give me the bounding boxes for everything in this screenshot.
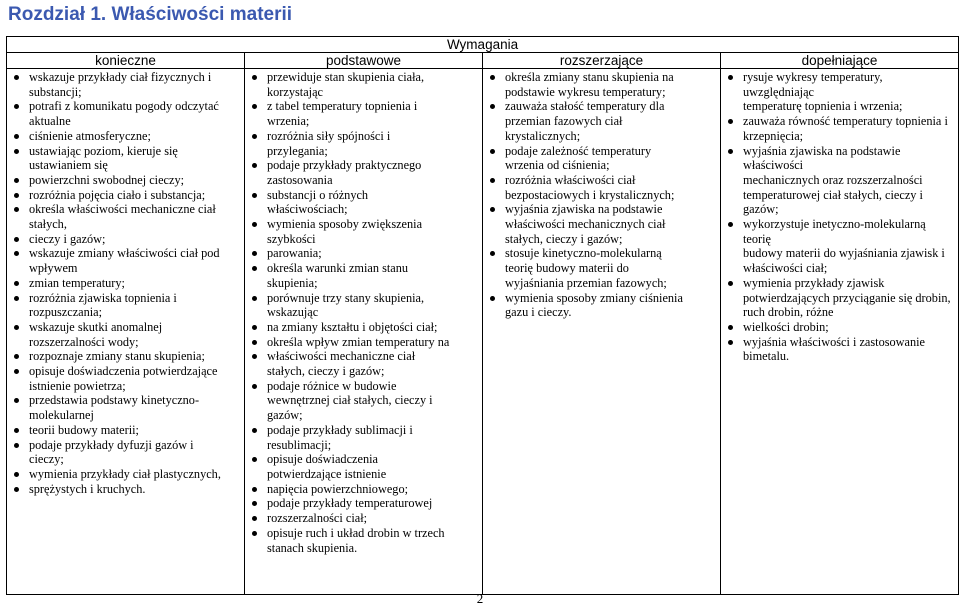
list-item-text: określa wpływ zmian temperatury na	[267, 334, 450, 349]
list-item-text: wewnętrznej ciał stałych, cieczy i	[267, 393, 433, 408]
list-item-text: określa właściwości mechaniczne ciał	[29, 202, 216, 217]
list-item	[248, 467, 479, 482]
bullet-icon	[252, 354, 257, 359]
list-item	[724, 276, 955, 291]
bullet-icon	[14, 369, 19, 374]
list-item-text: stosuje kinetyczno-molekularną	[505, 246, 662, 261]
list-item-text: cieczy i gazów;	[29, 231, 106, 246]
bullet-icon	[252, 501, 257, 506]
bullet-icon	[252, 222, 257, 227]
bullet-icon	[252, 428, 257, 433]
list-item-text: podstawie wykresu temperatury;	[505, 84, 666, 99]
requirements-list	[248, 70, 479, 555]
bullet-icon	[14, 104, 19, 109]
list-item-text: wrzenia;	[267, 114, 310, 129]
list-item-text: sprężystych i kruchych.	[29, 481, 146, 496]
list-item	[724, 320, 955, 335]
list-item	[10, 85, 241, 100]
bullet-icon	[14, 134, 19, 139]
list-item-text: wymienia przykłady zjawisk	[743, 275, 885, 290]
list-item-text: ciśnienie atmosferyczne;	[29, 128, 151, 143]
requirements-header: Wymagania	[7, 37, 959, 53]
bullet-icon	[14, 207, 19, 212]
list-item-text: istnienie powietrza;	[29, 378, 126, 393]
list-item	[10, 99, 241, 114]
bullet-icon	[728, 281, 733, 286]
list-item	[248, 276, 479, 291]
list-item	[10, 261, 241, 276]
list-item	[724, 188, 955, 217]
column-header-podstawowe: podstawowe	[245, 53, 483, 69]
bullet-icon	[252, 516, 257, 521]
list-item	[248, 335, 479, 350]
list-item-text: rozszerzalności wody;	[29, 334, 139, 349]
requirements-list	[10, 70, 241, 496]
list-item	[248, 305, 479, 320]
bullet-icon	[252, 193, 257, 198]
list-item	[724, 217, 955, 246]
list-item	[248, 393, 479, 408]
list-item	[10, 276, 241, 291]
bullet-icon	[14, 281, 19, 286]
bullet-icon	[14, 193, 19, 198]
list-item	[486, 232, 717, 247]
list-item-text: skupienia;	[267, 275, 318, 290]
list-item-text: napięcia powierzchniowego;	[267, 481, 409, 496]
list-item	[248, 423, 479, 438]
bullet-icon	[252, 104, 257, 109]
bullet-icon	[490, 75, 495, 80]
list-item-text: określa warunki zmian stanu	[267, 261, 409, 276]
list-item	[10, 70, 241, 85]
list-item-text: stałych,	[29, 217, 67, 232]
list-item	[724, 114, 955, 129]
bullet-icon	[14, 296, 19, 301]
list-item-text: aktualne	[29, 114, 71, 129]
list-item-text: wyjaśnia zjawiska na podstawie	[505, 202, 663, 217]
list-item-text: gazu i cieczy.	[505, 305, 572, 320]
list-item	[724, 349, 955, 364]
list-item	[248, 541, 479, 556]
list-item-text: molekularnej	[29, 408, 94, 423]
list-item-text: wpływem	[29, 261, 78, 276]
list-item-text: przedstawia podstawy kinetyczno-	[29, 393, 200, 408]
page-number: 2	[476, 591, 484, 606]
list-item-text: rozpuszczania;	[29, 305, 103, 320]
list-item	[724, 99, 955, 114]
list-item-text: wymienia sposoby zmiany ciśnienia	[505, 290, 683, 305]
list-item	[10, 158, 241, 173]
list-item-text: parowania;	[267, 246, 322, 261]
list-item-text: teorii budowy materii;	[29, 422, 139, 437]
list-item-text: na zmiany kształtu i objętości ciał;	[267, 319, 438, 334]
list-item	[248, 217, 479, 232]
list-item	[724, 144, 955, 173]
bullet-icon	[728, 149, 733, 154]
list-item-text: przemian fazowych ciał	[505, 114, 623, 129]
list-item-text: podaje przykłady dyfuzji gazów i	[29, 437, 194, 452]
list-item-text: wymienia sposoby zwiększenia	[267, 217, 423, 232]
list-item	[248, 496, 479, 511]
list-item	[486, 217, 717, 232]
list-item	[486, 158, 717, 173]
bullet-icon	[252, 75, 257, 80]
column-header-rozszerzajace: rozszerzające	[483, 53, 721, 69]
list-item	[248, 364, 479, 379]
list-item-text: wskazuje skutki anomalnej	[29, 319, 163, 334]
bullet-icon	[252, 325, 257, 330]
bullet-icon	[14, 75, 19, 80]
list-item-text: właściwości mechaniczne ciał	[267, 349, 416, 364]
bullet-icon	[728, 75, 733, 80]
list-item	[10, 423, 241, 438]
list-item	[486, 276, 717, 291]
list-item	[486, 99, 717, 114]
list-item	[724, 335, 955, 350]
bullet-icon	[490, 178, 495, 183]
list-item-text: mechanicznych oraz rozszerzalności	[743, 172, 923, 187]
bullet-icon	[14, 237, 19, 242]
list-item	[10, 232, 241, 247]
list-item	[10, 188, 241, 203]
list-item-text: rozpoznaje zmiany stanu skupienia;	[29, 349, 205, 364]
list-item	[10, 246, 241, 261]
list-item	[724, 305, 955, 320]
list-item	[10, 144, 241, 159]
list-item	[248, 438, 479, 453]
bullet-icon	[728, 325, 733, 330]
bullet-icon	[14, 398, 19, 403]
list-item-text: temperaturowej ciał stałych, cieczy i gazów;	[743, 187, 923, 217]
list-item-text: substancji o różnych	[267, 187, 369, 202]
bullet-icon	[14, 251, 19, 256]
list-item-text: opisuje ruch i układ drobin w trzech	[267, 525, 445, 540]
list-item	[10, 305, 241, 320]
list-item	[10, 393, 241, 408]
list-item	[486, 305, 717, 320]
list-item	[486, 246, 717, 261]
bullet-icon	[252, 134, 257, 139]
bullet-icon	[490, 104, 495, 109]
list-item-text: substancji;	[29, 84, 82, 99]
list-item	[10, 482, 241, 497]
list-item-text: wyjaśnia właściwości i zastosowanie	[743, 334, 926, 349]
list-item	[486, 129, 717, 144]
list-item	[248, 261, 479, 276]
list-item-text: bimetalu.	[743, 349, 790, 364]
list-item	[10, 335, 241, 350]
bullet-icon	[252, 531, 257, 536]
list-item	[248, 85, 479, 100]
list-item	[248, 511, 479, 526]
list-item-text: wskazuje przykłady ciał fizycznych i	[29, 70, 212, 84]
list-item-text: ustawianiem się	[29, 158, 108, 173]
bullet-icon	[728, 340, 733, 345]
list-item	[10, 320, 241, 335]
list-item	[248, 379, 479, 394]
list-item	[486, 70, 717, 85]
bullet-icon	[14, 178, 19, 183]
list-item	[724, 261, 955, 276]
list-item-text: rozróżnia siły spójności i	[267, 128, 391, 143]
bullet-icon	[14, 487, 19, 492]
list-item-text: budowy materii do wyjaśniania zjawisk i	[743, 246, 945, 261]
bullet-icon	[490, 251, 495, 256]
list-item	[248, 173, 479, 188]
bullet-icon	[14, 472, 19, 477]
list-item	[248, 144, 479, 159]
list-item	[10, 114, 241, 129]
list-item	[486, 188, 717, 203]
list-item	[10, 129, 241, 144]
list-item	[248, 202, 479, 217]
list-item-text: rozróżnia właściwości ciał	[505, 172, 636, 187]
list-item-text: krzepnięcia;	[743, 128, 804, 143]
list-item-text: gazów;	[267, 408, 303, 423]
list-item	[248, 291, 479, 306]
list-item	[486, 114, 717, 129]
list-item	[248, 158, 479, 173]
list-item-text: wielkości drobin;	[743, 319, 829, 334]
list-item	[248, 320, 479, 335]
bullet-icon	[252, 384, 257, 389]
list-item	[248, 408, 479, 423]
list-item-text: stałych, cieczy i gazów;	[267, 364, 385, 379]
list-item-text: rozróżnia zjawiska topnienia i	[29, 290, 177, 305]
list-item-text: wykorzystuje inetyczno-molekularną teorię	[743, 217, 926, 246]
list-item-text: z tabel temperatury topnienia i	[267, 99, 418, 114]
list-item-text: temperaturę topnienia i wrzenia;	[743, 99, 903, 114]
list-item-text: podaje różnice w budowie	[267, 378, 397, 393]
column-header-konieczne: konieczne	[7, 53, 245, 69]
bullet-icon	[252, 457, 257, 462]
bullet-icon	[14, 443, 19, 448]
list-item	[724, 173, 955, 188]
list-item-text: rysuje wykresy temperatury, uwzględniając	[743, 70, 883, 99]
bullet-icon	[14, 149, 19, 154]
list-item	[10, 379, 241, 394]
bullet-icon	[252, 487, 257, 492]
list-item	[248, 349, 479, 364]
list-item-text: rozszerzalności ciał;	[267, 511, 368, 526]
list-item-text: wyjaśniania przemian fazowych;	[505, 275, 667, 290]
list-item-text: zastosowania	[267, 172, 333, 187]
bullet-icon	[14, 325, 19, 330]
bullet-icon	[728, 119, 733, 124]
list-item-text: teorię budowy materii do	[505, 261, 629, 276]
column-cell-podstawowe	[245, 69, 483, 595]
bullet-icon	[490, 207, 495, 212]
list-item	[10, 202, 241, 217]
list-item	[248, 232, 479, 247]
list-item	[486, 85, 717, 100]
list-item-text: przewiduje stan skupienia ciała,	[267, 70, 425, 84]
list-item-text: wskazując	[267, 305, 319, 320]
list-item	[486, 202, 717, 217]
list-item	[10, 291, 241, 306]
column-cell-rozszerzajace	[483, 69, 721, 595]
requirements-list	[724, 70, 955, 364]
list-item	[10, 408, 241, 423]
bullet-icon	[252, 163, 257, 168]
list-item	[248, 188, 479, 203]
list-item	[248, 129, 479, 144]
list-item-text: zauważa stałość temperatury dla	[505, 99, 665, 114]
list-item-text: wrzenia od ciśnienia;	[505, 158, 610, 173]
requirements-table	[6, 36, 959, 595]
list-item-text: stanach skupienia.	[267, 540, 358, 555]
list-item-text: wyjaśnia zjawiska na podstawie właściwości	[743, 143, 901, 173]
list-item	[248, 70, 479, 85]
list-item-text: wymienia przykłady ciał plastycznych,	[29, 466, 221, 481]
list-item	[248, 482, 479, 497]
list-item-text: zauważa równość temperatury topnienia i	[743, 114, 948, 129]
list-item-text: ruch drobin, różne	[743, 305, 834, 320]
bullet-icon	[490, 296, 495, 301]
bullet-icon	[252, 251, 257, 256]
column-cell-konieczne	[7, 69, 245, 595]
list-item	[248, 526, 479, 541]
list-item-text: potwierdzające istnienie	[267, 466, 387, 481]
list-item-text: resublimacji;	[267, 437, 332, 452]
bullet-icon	[252, 340, 257, 345]
list-item	[10, 452, 241, 467]
list-item-text: ustawiając poziom, kieruje się	[29, 143, 178, 158]
list-item	[724, 129, 955, 144]
list-item-text: cieczy;	[29, 452, 64, 467]
list-item	[248, 246, 479, 261]
list-item	[724, 246, 955, 261]
bullet-icon	[14, 428, 19, 433]
list-item-text: opisuje doświadczenia	[267, 452, 378, 467]
bullet-icon	[14, 354, 19, 359]
list-item	[248, 114, 479, 129]
chapter-title: Rozdział 1. Właściwości materii	[8, 4, 293, 25]
column-cell-dopelniajace	[721, 69, 959, 595]
list-item-text: podaje przykłady temperaturowej	[267, 496, 433, 511]
list-item	[10, 438, 241, 453]
list-item	[724, 70, 955, 99]
bullet-icon	[490, 149, 495, 154]
list-item-text: określa zmiany stanu skupienia na	[505, 70, 674, 84]
list-item	[10, 217, 241, 232]
list-item-text: podaje przykłady praktycznego	[267, 158, 422, 173]
bullet-icon	[252, 296, 257, 301]
bullet-icon	[252, 266, 257, 271]
list-item	[10, 364, 241, 379]
requirements-list	[486, 70, 717, 320]
list-item-text: właściwości mechanicznych ciał	[505, 217, 666, 232]
list-item-text: wskazuje zmiany właściwości ciał pod	[29, 246, 220, 261]
list-item-text: właściwości ciał;	[743, 261, 828, 276]
list-item-text: podaje przykłady sublimacji i	[267, 422, 413, 437]
list-item	[10, 349, 241, 364]
list-item-text: przylegania;	[267, 143, 328, 158]
list-item	[248, 99, 479, 114]
list-item-text: porównuje trzy stany skupienia,	[267, 290, 425, 305]
list-item-text: krystalicznych;	[505, 128, 581, 143]
list-item	[248, 452, 479, 467]
list-item-text: korzystając	[267, 84, 323, 99]
column-header-dopelniajace: dopełniające	[721, 53, 959, 69]
list-item-text: opisuje doświadczenia potwierdzające	[29, 364, 218, 379]
list-item-text: potwierdzających przyciąganie się drobin,	[743, 290, 951, 305]
list-item	[486, 144, 717, 159]
list-item-text: podaje zależność temperatury	[505, 143, 652, 158]
list-item	[724, 291, 955, 306]
list-item-text: właściwościach;	[267, 202, 348, 217]
list-item	[486, 261, 717, 276]
list-item-text: powierzchni swobodnej cieczy;	[29, 172, 185, 187]
list-item-text: zmian temperatury;	[29, 275, 125, 290]
list-item-text: potrafi z komunikatu pogody odczytać	[29, 99, 219, 114]
list-item-text: rozróżnia pojęcia ciało i substancja;	[29, 187, 206, 202]
list-item-text: bezpostaciowych i krystalicznych;	[505, 187, 675, 202]
bullet-icon	[728, 222, 733, 227]
list-item	[486, 291, 717, 306]
list-item-text: stałych, cieczy i gazów;	[505, 231, 623, 246]
list-item	[10, 173, 241, 188]
list-item	[10, 467, 241, 482]
list-item	[486, 173, 717, 188]
list-item-text: szybkości	[267, 231, 316, 246]
